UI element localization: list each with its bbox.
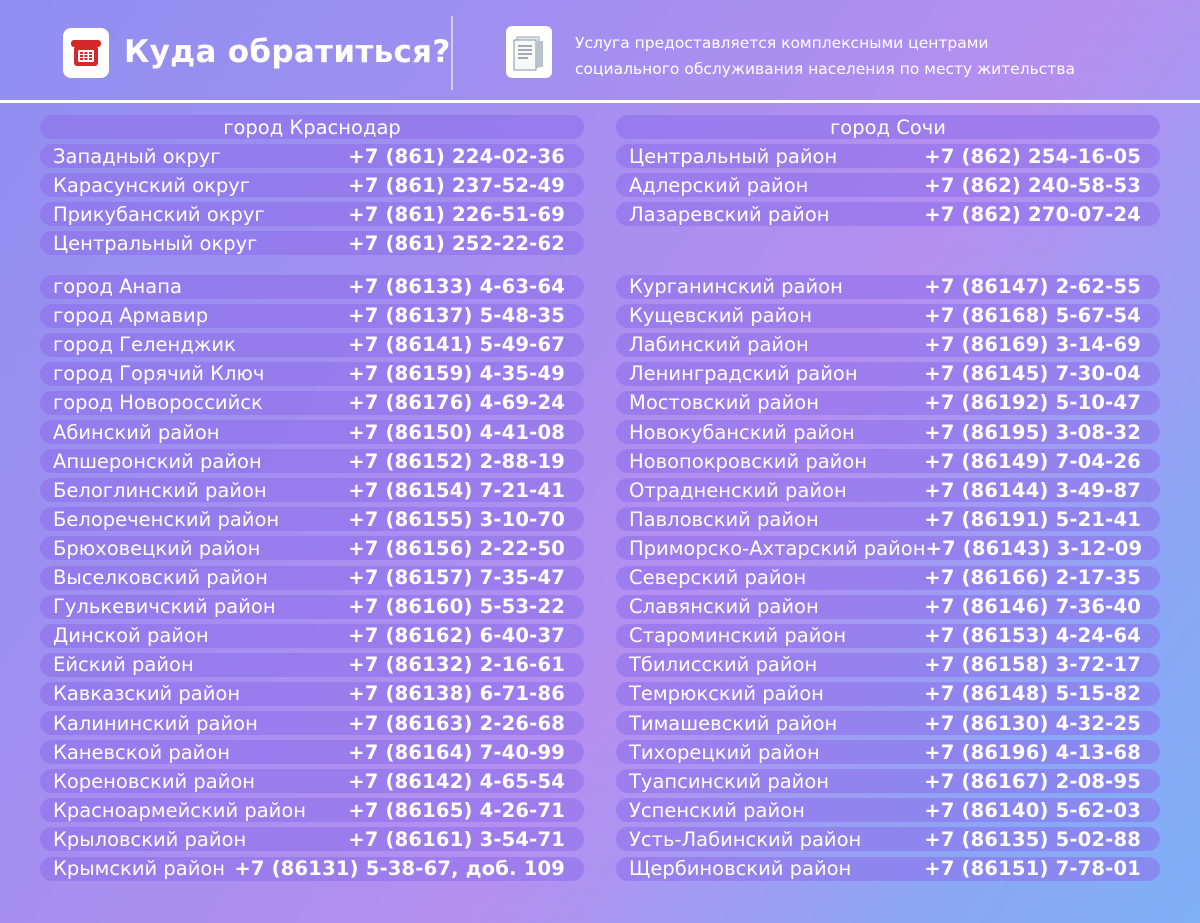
phone-number: +7 (861) 252-22-62: [348, 231, 565, 255]
district-name: Тбилисский район: [629, 653, 818, 677]
phone-number: +7 (86149) 7-04-26: [924, 449, 1141, 473]
contact-row: [616, 275, 1160, 299]
district-name: Белоглинский район: [53, 478, 267, 502]
district-name: Карасунский округ: [53, 173, 251, 197]
phone-number: +7 (86196) 4-13-68: [924, 740, 1141, 764]
contact-row: [616, 304, 1160, 328]
phone-number: +7 (86130) 4-32-25: [924, 711, 1141, 735]
district-name: Мостовский район: [629, 391, 819, 415]
phone-number: +7 (86155) 3-10-70: [348, 507, 565, 531]
district-name: Усть-Лабинский район: [629, 827, 862, 851]
phone-number: +7 (86192) 5-10-47: [924, 391, 1141, 415]
service-notice: [575, 30, 1075, 82]
contact-row: [40, 507, 584, 531]
phone-number: +7 (86138) 6-71-86: [348, 682, 565, 706]
district-name: Славянский район: [629, 595, 819, 619]
city-heading: город Сочи: [616, 115, 1160, 139]
contact-row: [616, 682, 1160, 706]
phone-number: +7 (86147) 2-62-55: [924, 275, 1141, 298]
district-name: Апшеронский район: [53, 449, 262, 473]
contact-row: [40, 827, 584, 851]
telephone-icon: [63, 28, 109, 78]
contact-row: [40, 478, 584, 502]
district-name: город Горячий Ключ: [53, 362, 265, 386]
district-name: город Анапа: [53, 275, 182, 298]
phone-number: +7 (86162) 6-40-37: [348, 624, 565, 648]
phone-number: +7 (86145) 7-30-04: [924, 362, 1141, 386]
contact-row: [616, 420, 1160, 444]
district-name: Западный округ: [53, 144, 221, 168]
phone-number: +7 (86167) 2-08-95: [924, 769, 1141, 793]
district-name: Туапсинский район: [629, 769, 830, 793]
contact-row: [40, 420, 584, 444]
phone-number: +7 (861) 224-02-36: [348, 144, 565, 168]
contact-row: [40, 566, 584, 590]
header: [0, 0, 1200, 100]
district-name: Крымский район: [53, 857, 226, 880]
district-name: Ленинградский район: [629, 362, 858, 386]
phone-number: +7 (86195) 3-08-32: [924, 420, 1141, 444]
district-name: Центральный округ: [53, 231, 258, 255]
district-name: Павловский район: [629, 507, 819, 531]
phone-number: +7 (86164) 7-40-99: [348, 740, 565, 764]
contact-row: [40, 711, 584, 735]
contact-row: [616, 769, 1160, 793]
phone-number: +7 (86148) 5-15-82: [924, 682, 1141, 706]
contact-row: [616, 653, 1160, 677]
district-name: Отрадненский район: [629, 478, 847, 502]
district-name: Адлерский район: [629, 173, 809, 197]
contact-row: [616, 173, 1160, 197]
contact-row: [616, 798, 1160, 822]
phone-number: +7 (86142) 4-65-54: [348, 769, 565, 793]
phone-number: +7 (86159) 4-35-49: [348, 362, 565, 386]
phone-number: +7 (862) 254-16-05: [924, 144, 1141, 168]
contact-row: [616, 740, 1160, 764]
phone-number: +7 (86168) 5-67-54: [924, 304, 1141, 328]
phone-number: +7 (861) 237-52-49: [348, 173, 565, 197]
contact-row: [616, 391, 1160, 415]
phone-number: +7 (86161) 3-54-71: [348, 827, 565, 851]
district-name: Динской район: [53, 624, 209, 648]
contact-row: [40, 536, 584, 560]
contact-row: [40, 275, 584, 299]
document-icon: [506, 26, 552, 78]
contact-row: [616, 566, 1160, 590]
phone-number: +7 (86191) 5-21-41: [924, 507, 1141, 531]
district-name: Новокубанский район: [629, 420, 855, 444]
phone-number: +7 (86146) 7-36-40: [924, 595, 1141, 619]
district-name: Красноармейский район: [53, 798, 307, 822]
contact-row: [616, 362, 1160, 386]
district-name: Брюховецкий район: [53, 536, 261, 560]
district-name: город Новороссийск: [53, 391, 263, 415]
contact-row: [616, 478, 1160, 502]
contact-row: [40, 202, 584, 226]
district-name: Лабинский район: [629, 333, 809, 357]
phone-number: +7 (86153) 4-24-64: [924, 624, 1141, 648]
contact-row: [40, 449, 584, 473]
contact-row: [40, 624, 584, 648]
district-name: Кореновский район: [53, 769, 256, 793]
contact-row: [40, 173, 584, 197]
header-separator: [0, 100, 1200, 103]
phone-number: +7 (86154) 7-21-41: [348, 478, 565, 502]
district-name: Крыловский район: [53, 827, 247, 851]
district-name: Кущевский район: [629, 304, 812, 328]
district-name: город Геленджик: [53, 333, 236, 357]
contact-row: [616, 827, 1160, 851]
district-name: Каневской район: [53, 740, 231, 764]
district-name: Абинский район: [53, 420, 220, 444]
contact-row: [40, 304, 584, 328]
district-name: Гулькевичский район: [53, 595, 276, 619]
contact-row: [616, 595, 1160, 619]
contact-row: [40, 362, 584, 386]
phone-number: +7 (862) 270-07-24: [924, 202, 1141, 226]
district-name: Приморско-Ахтарский район: [629, 536, 926, 560]
district-name: Северский район: [629, 566, 807, 589]
page-title: Куда обратиться?: [124, 34, 451, 70]
phone-number: +7 (86157) 7-35-47: [348, 566, 565, 589]
phone-number: +7 (86176) 4-69-24: [348, 391, 565, 415]
contact-row: [616, 857, 1160, 881]
contact-row: [40, 798, 584, 822]
phone-number: +7 (86165) 4-26-71: [348, 798, 565, 822]
header-divider: [451, 16, 453, 90]
contact-row: [40, 595, 584, 619]
phone-number: +7 (86144) 3-49-87: [924, 478, 1141, 502]
district-name: Тихорецкий район: [629, 740, 820, 764]
phone-number: +7 (86143) 3-12-09: [925, 536, 1143, 560]
district-name: Кавказский район: [53, 682, 241, 706]
contact-row: [40, 391, 584, 415]
district-name: город Армавир: [53, 304, 209, 328]
district-name: Ейский район: [53, 653, 194, 677]
contact-row: [40, 769, 584, 793]
district-name: Щербиновский район: [629, 857, 852, 880]
contact-row: [40, 333, 584, 357]
phone-number: +7 (86152) 2-88-19: [348, 449, 565, 473]
phone-number: +7 (86166) 2-17-35: [924, 566, 1141, 589]
contact-row: [40, 740, 584, 764]
district-name: Белореченский район: [53, 507, 280, 531]
contact-row: [40, 231, 584, 255]
phone-number: +7 (86135) 5-02-88: [924, 827, 1141, 851]
notice-line-2: социального обслуживания населения по месту жительства: [575, 60, 1075, 78]
district-name: Центральный район: [629, 144, 838, 168]
contact-row: [616, 202, 1160, 226]
phone-number: +7 (86150) 4-41-08: [348, 420, 565, 444]
contact-row: [616, 449, 1160, 473]
phone-number: +7 (86158) 3-72-17: [924, 653, 1141, 677]
contact-row: [616, 333, 1160, 357]
phone-number: +7 (86131) 5-38-67, доб. 109: [234, 857, 565, 880]
district-name: Выселковский район: [53, 566, 268, 589]
contact-row: [40, 144, 584, 168]
phone-number: +7 (86140) 5-62-03: [924, 798, 1141, 822]
phone-number: +7 (86156) 2-22-50: [348, 536, 565, 560]
district-name: Курганинский район: [629, 275, 843, 298]
contact-row: [616, 711, 1160, 735]
contact-row: [616, 624, 1160, 648]
notice-line-1: Услуга предоставляется комплексными центрами: [575, 34, 989, 52]
phone-number: +7 (86133) 4-63-64: [348, 275, 565, 298]
city-heading: город Краснодар: [40, 115, 584, 139]
phone-number: +7 (86132) 2-16-61: [348, 653, 565, 677]
phone-number: +7 (86137) 5-48-35: [348, 304, 565, 328]
contact-row: [40, 682, 584, 706]
district-name: Темрюкский район: [629, 682, 824, 706]
contact-row: [616, 507, 1160, 531]
district-name: Успенский район: [629, 798, 805, 822]
phone-number: +7 (86169) 3-14-69: [924, 333, 1141, 357]
district-name: Калининский район: [53, 711, 258, 735]
phone-number: +7 (861) 226-51-69: [348, 202, 565, 226]
contact-row: [40, 857, 584, 881]
contact-row: [40, 653, 584, 677]
phone-number: +7 (86151) 7-78-01: [924, 857, 1141, 880]
phone-number: +7 (862) 240-58-53: [924, 173, 1141, 197]
district-name: Лазаревский район: [629, 202, 830, 226]
contact-row: [616, 144, 1160, 168]
phone-number: +7 (86160) 5-53-22: [348, 595, 565, 619]
contact-row: [616, 536, 1160, 560]
district-name: Новопокровский район: [629, 449, 867, 473]
district-name: Прикубанский округ: [53, 202, 265, 226]
phone-number: +7 (86163) 2-26-68: [348, 711, 565, 735]
phone-number: +7 (86141) 5-49-67: [348, 333, 565, 357]
district-name: Староминский район: [629, 624, 847, 648]
district-name: Тимашевский район: [629, 711, 838, 735]
